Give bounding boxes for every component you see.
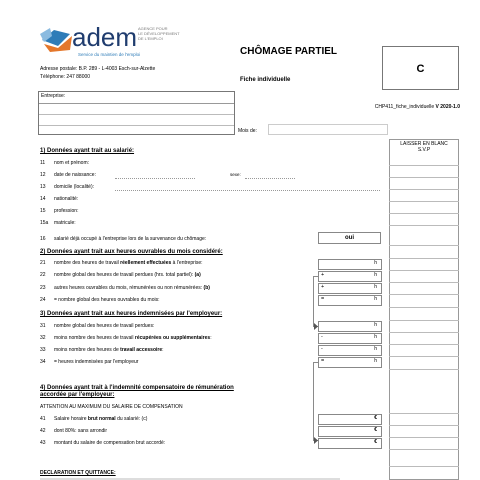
unit-label: h bbox=[374, 296, 377, 302]
row-32 bbox=[0, 335, 480, 344]
operator-sign: - bbox=[321, 346, 323, 352]
row-33 bbox=[0, 347, 480, 356]
form-title: CHÔMAGE PARTIEL bbox=[240, 46, 338, 57]
hours-worked-field[interactable] bbox=[318, 259, 382, 270]
row-number: 21 bbox=[40, 260, 46, 266]
logo-tagline-2: LE DÉVELOPPEMENT bbox=[138, 31, 180, 36]
indemnified-hours-field[interactable] bbox=[318, 357, 382, 368]
row-label: moins nombre des heures de travail récupérées ou supplémentaires: bbox=[54, 335, 212, 341]
row-label: montant du salaire de compensation brut accordé: bbox=[54, 440, 166, 446]
row-42 bbox=[0, 428, 480, 437]
row-label: = heures indemnisées par l'employeur bbox=[54, 359, 139, 365]
row-13 bbox=[0, 184, 480, 192]
row-23 bbox=[0, 285, 480, 294]
unit-label: h bbox=[374, 322, 377, 328]
section4-note: ATTENTION AU MAXIMUM DU SALAIRE DE COMPENSATION bbox=[40, 404, 183, 410]
row-15a bbox=[0, 220, 480, 228]
row-21 bbox=[0, 260, 480, 269]
section2-title: 2) Données ayant trait aux heures ouvrables du mois considéré: bbox=[40, 249, 223, 255]
section4-title-line1: 4) Données ayant trait à l'indemnité compensatoire de rémunération bbox=[40, 385, 234, 391]
row-number: 15 bbox=[40, 208, 46, 214]
row-number: 11 bbox=[40, 160, 46, 166]
accessory-hours-field[interactable] bbox=[318, 345, 382, 356]
currency-label: € bbox=[374, 439, 377, 445]
logo-mark-icon bbox=[40, 26, 76, 54]
sex-label: sexe: bbox=[230, 172, 241, 177]
row-label: domicile (localité): bbox=[54, 184, 95, 190]
domicile-field[interactable] bbox=[115, 190, 380, 191]
row-number: 16 bbox=[40, 236, 46, 242]
row-label: matricule: bbox=[54, 220, 76, 226]
row-14 bbox=[0, 196, 480, 204]
operator-sign: = bbox=[321, 296, 325, 302]
connector-line bbox=[313, 362, 318, 363]
unit-label: h bbox=[374, 334, 377, 340]
blank-column-note: S.V.P bbox=[417, 147, 431, 153]
connector-line bbox=[313, 276, 318, 277]
row-number: 41 bbox=[40, 416, 46, 422]
row-number: 23 bbox=[40, 285, 46, 291]
month-label: Mois de: bbox=[238, 128, 257, 134]
sex-field[interactable] bbox=[245, 178, 295, 179]
section4-title bbox=[40, 385, 234, 399]
row-label: = nombre global des heures ouvrables du mois: bbox=[54, 297, 160, 303]
row-11 bbox=[0, 160, 480, 168]
row-16 bbox=[0, 236, 480, 244]
logo-subtitle: Service du maintien de l'emploi bbox=[78, 52, 141, 57]
eighty-percent-field[interactable] bbox=[318, 426, 382, 437]
row-number: 32 bbox=[40, 335, 46, 341]
unit-label: h bbox=[374, 346, 377, 352]
adem-logo bbox=[40, 22, 190, 62]
currency-label: € bbox=[374, 427, 377, 433]
form-letter-box bbox=[382, 46, 459, 90]
operator-sign: - bbox=[321, 334, 323, 340]
recovered-hours-field[interactable] bbox=[318, 333, 382, 344]
row-43 bbox=[0, 440, 480, 449]
phone: Téléphone: 247 88000 bbox=[40, 74, 91, 80]
row-number: 22 bbox=[40, 272, 46, 278]
operator-sign: = bbox=[321, 358, 325, 364]
row-label: Salaire horaire brut normal du salarié: (c) bbox=[54, 416, 148, 422]
birthdate-field[interactable] bbox=[115, 178, 195, 179]
row-label: autres heures ouvrables du mois, rémunérées ou non rémunérées: (b) bbox=[54, 285, 210, 291]
blank-column-header bbox=[390, 141, 458, 153]
lost-hours-field[interactable] bbox=[318, 321, 382, 332]
row-number: 13 bbox=[40, 184, 46, 190]
row-number: 42 bbox=[40, 428, 46, 434]
row-number: 34 bbox=[40, 359, 46, 365]
month-field[interactable] bbox=[268, 124, 388, 135]
form-reference bbox=[375, 104, 460, 110]
row-label: moins nombre des heures de travail accessoire: bbox=[54, 347, 164, 353]
unit-label: h bbox=[374, 284, 377, 290]
form-subtitle: Fiche individuelle bbox=[240, 77, 291, 83]
row-label: salarié déjà occupé à l'entreprise lors de la survenance du chômage: bbox=[54, 236, 207, 242]
hourly-wage-field[interactable] bbox=[318, 414, 382, 425]
operator-sign: + bbox=[321, 284, 325, 290]
row-number: 43 bbox=[40, 440, 46, 446]
connector-line bbox=[313, 276, 314, 326]
currency-label: € bbox=[374, 415, 377, 421]
row-15 bbox=[0, 208, 480, 216]
row-label: profession: bbox=[54, 208, 79, 214]
unit-label: h bbox=[374, 260, 377, 266]
row-12 bbox=[0, 172, 480, 180]
row-34 bbox=[0, 359, 480, 368]
row-22 bbox=[0, 272, 480, 281]
address: Adresse postale: B.P. 289 - L-4003 Esch-sur-Alzette bbox=[40, 66, 156, 72]
declaration-title: DECLARATION ET QUITTANCE: bbox=[40, 470, 116, 476]
employer-field[interactable] bbox=[39, 103, 234, 134]
reference-code: CHP411_fiche_individuelle bbox=[374, 104, 436, 110]
row-number: 15a bbox=[40, 220, 49, 226]
row-number: 24 bbox=[40, 297, 46, 303]
row-number: 31 bbox=[40, 323, 46, 329]
row-label: nombre global des heures de travail perdues (hrs. total partiel): (a) bbox=[54, 272, 201, 278]
other-hours-field[interactable] bbox=[318, 283, 382, 294]
row-number: 33 bbox=[40, 347, 46, 353]
employer-label: Entreprise: bbox=[41, 93, 66, 99]
logo-tagline-1: AGENCE POUR bbox=[138, 26, 168, 31]
form-letter: C bbox=[416, 63, 425, 75]
section4-title-line2: accordée par l'employeur: bbox=[40, 392, 115, 398]
row-label: date de naissance: bbox=[54, 172, 96, 178]
total-hours-field[interactable] bbox=[318, 295, 382, 306]
unit-label: h bbox=[374, 272, 377, 278]
logo-word: adem bbox=[72, 22, 138, 52]
row-label: nombre des heures de travail réellement effectuées à l'entreprise: bbox=[54, 260, 203, 266]
row-label: dont 80%: sans arrondir bbox=[54, 428, 108, 434]
row-number: 14 bbox=[40, 196, 46, 202]
previously-employed-value: oui bbox=[345, 235, 354, 241]
section3-title: 3) Données ayant trait aux heures indemnisées par l'employeur: bbox=[40, 311, 223, 317]
hours-lost-field[interactable] bbox=[318, 271, 382, 282]
row-label: nom et prénom: bbox=[54, 160, 90, 166]
blank-column-title: LAISSER EN BLANC bbox=[400, 141, 448, 147]
row-31 bbox=[0, 323, 480, 332]
row-number: 12 bbox=[40, 172, 46, 178]
operator-sign: + bbox=[321, 272, 325, 278]
employer-line bbox=[39, 125, 234, 126]
employer-line bbox=[39, 114, 234, 115]
row-label: nationalité: bbox=[54, 196, 79, 202]
logo-tagline-3: DE L'EMPLOI bbox=[138, 36, 163, 41]
employer-box bbox=[38, 91, 235, 135]
compensation-amount-field[interactable] bbox=[318, 438, 382, 449]
reference-version: V 2020-1.0 bbox=[435, 104, 460, 110]
previously-employed-field[interactable] bbox=[318, 232, 381, 244]
row-label: nombre global des heures de travail perdues: bbox=[54, 323, 155, 329]
unit-label: h bbox=[374, 358, 377, 364]
row-41 bbox=[0, 416, 480, 425]
section1-title: 1) Données ayant trait au salarié: bbox=[40, 148, 135, 154]
row-24 bbox=[0, 297, 480, 306]
